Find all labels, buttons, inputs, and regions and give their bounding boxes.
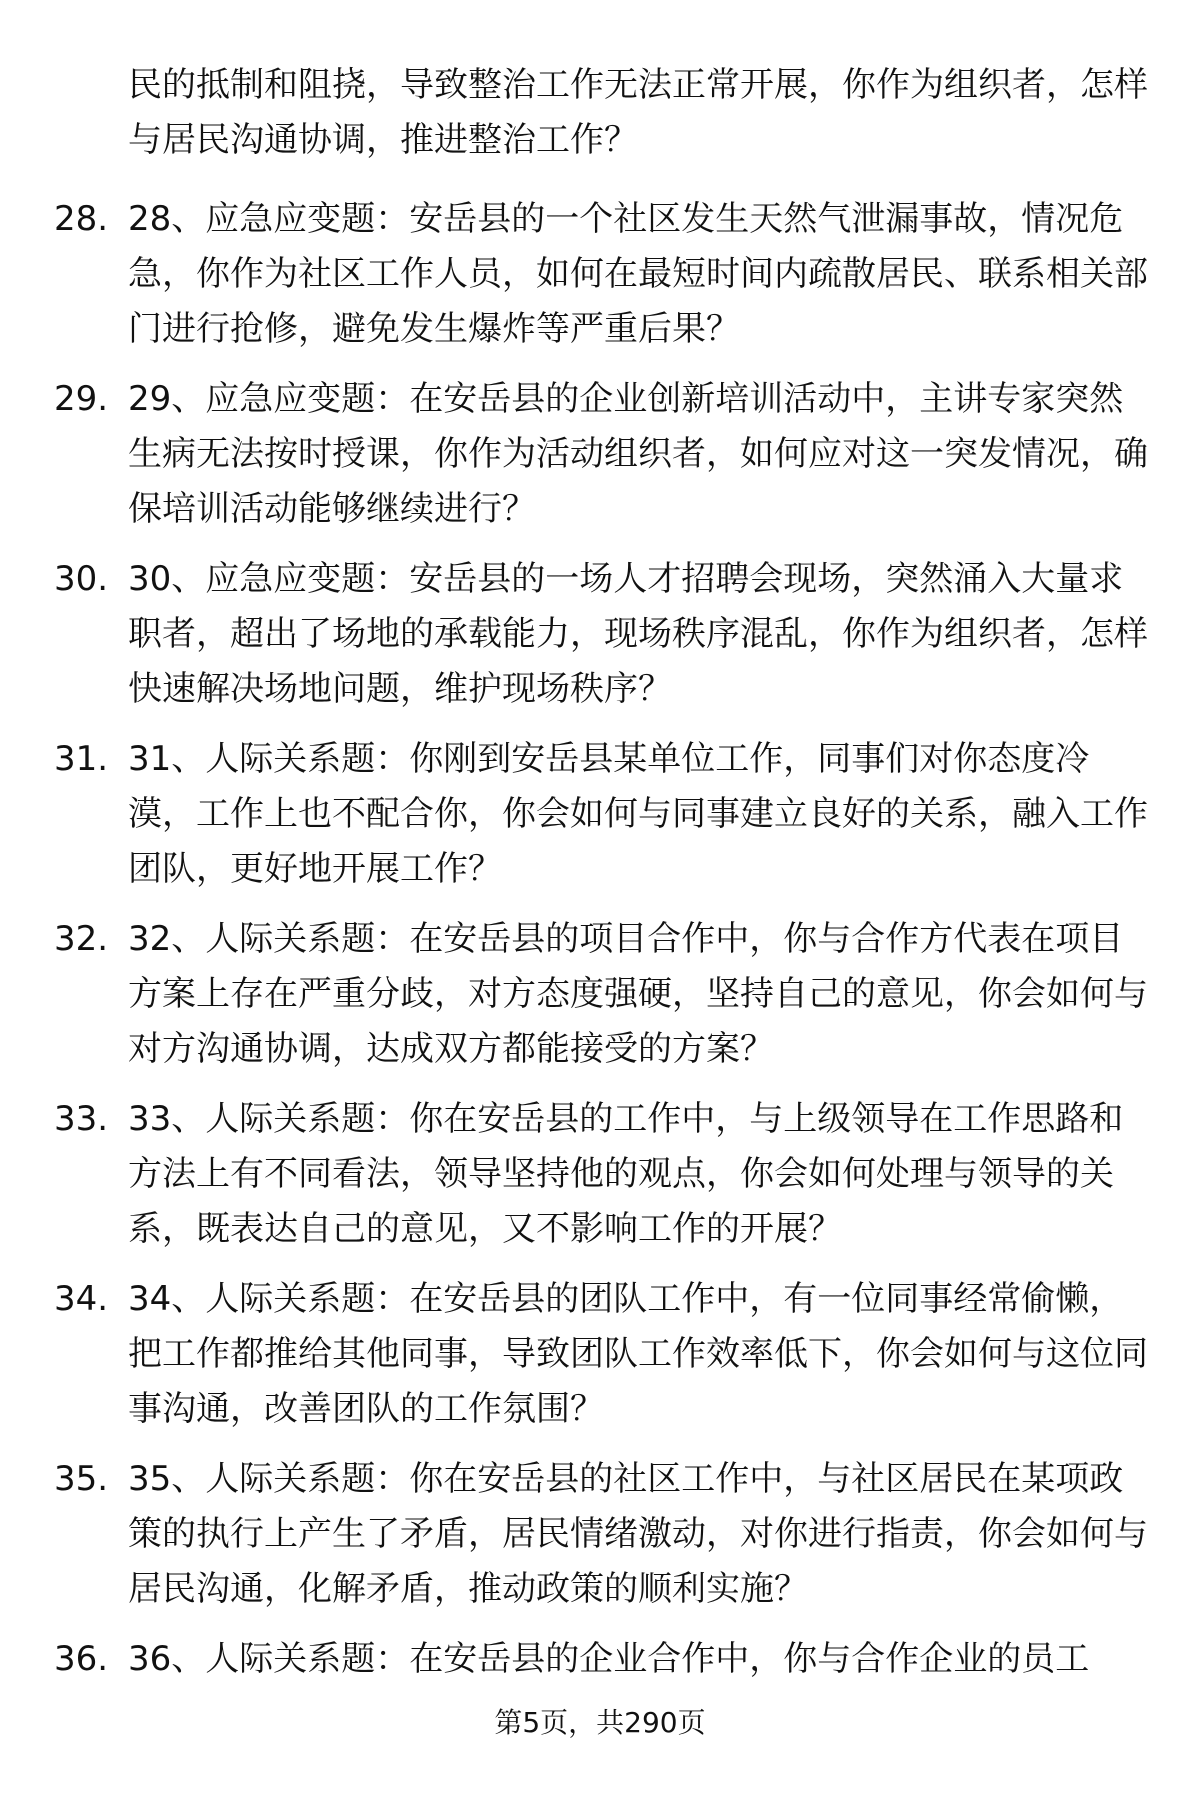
question-number: 29.	[54, 379, 109, 419]
question-number: 32.	[54, 919, 109, 959]
question-number: 34.	[54, 1279, 109, 1319]
question-number: 33.	[54, 1099, 109, 1139]
question-number: 31.	[54, 739, 109, 779]
question-text: 29、应急应变题：在安岳县的企业创新培训活动中，主讲专家突然生病无法按时授课，你作为活动组织者，如何应对这一突发情况，确保培训活动能够继续进行？	[128, 379, 1148, 529]
question-text: 31、人际关系题：你刚到安岳县某单位工作，同事们对你态度冷漠，工作上也不配合你，你会如何与同事建立良好的关系，融入工作团队，更好地开展工作？	[128, 739, 1148, 889]
question-text: 34、人际关系题：在安岳县的团队工作中，有一位同事经常偷懒，把工作都推给其他同事，导致团队工作效率低下，你会如何与这位同事沟通，改善团队的工作氛围？	[128, 1279, 1148, 1429]
question-item	[0, 192, 1200, 372]
question-item	[0, 1452, 1200, 1632]
question-item	[0, 1092, 1200, 1272]
page-footer: 第5页，共290页	[494, 1706, 706, 1739]
continued-question-text: 民的抵制和阻挠，导致整治工作无法正常开展，你作为组织者，怎样与居民沟通协调，推进整治工作？	[128, 65, 1148, 160]
question-item	[0, 552, 1200, 732]
question-number: 36.	[54, 1639, 109, 1679]
question-text: 32、人际关系题：在安岳县的项目合作中，你与合作方代表在项目方案上存在严重分歧，对方态度强硬，坚持自己的意见，你会如何与对方沟通协调，达成双方都能接受的方案？	[128, 919, 1148, 1069]
question-number: 30.	[54, 559, 109, 599]
question-list	[0, 192, 1200, 1812]
question-item	[0, 732, 1200, 912]
question-item	[0, 912, 1200, 1092]
question-text: 30、应急应变题：安岳县的一场人才招聘会现场，突然涌入大量求职者，超出了场地的承载能力，现场秩序混乱，你作为组织者，怎样快速解决场地问题，维护现场秩序？	[128, 559, 1148, 709]
question-text: 36、人际关系题：在安岳县的企业合作中，你与合作企业的员工	[128, 1639, 1090, 1679]
question-number: 28.	[54, 199, 109, 239]
question-text: 35、人际关系题：你在安岳县的社区工作中，与社区居民在某项政策的执行上产生了矛盾，居民情绪激动，对你进行指责，你会如何与居民沟通，化解矛盾，推动政策的顺利实施？	[128, 1459, 1148, 1609]
question-number: 35.	[54, 1459, 109, 1499]
question-item	[0, 1272, 1200, 1452]
question-item	[0, 372, 1200, 552]
question-text: 33、人际关系题：你在安岳县的工作中，与上级领导在工作思路和方法上有不同看法，领导坚持他的观点，你会如何处理与领导的关系，既表达自己的意见，又不影响工作的开展？	[128, 1099, 1124, 1249]
question-text: 28、应急应变题：安岳县的一个社区发生天然气泄漏事故，情况危急，你作为社区工作人员，如何在最短时间内疏散居民、联系相关部门进行抢修，避免发生爆炸等严重后果？	[128, 199, 1148, 349]
